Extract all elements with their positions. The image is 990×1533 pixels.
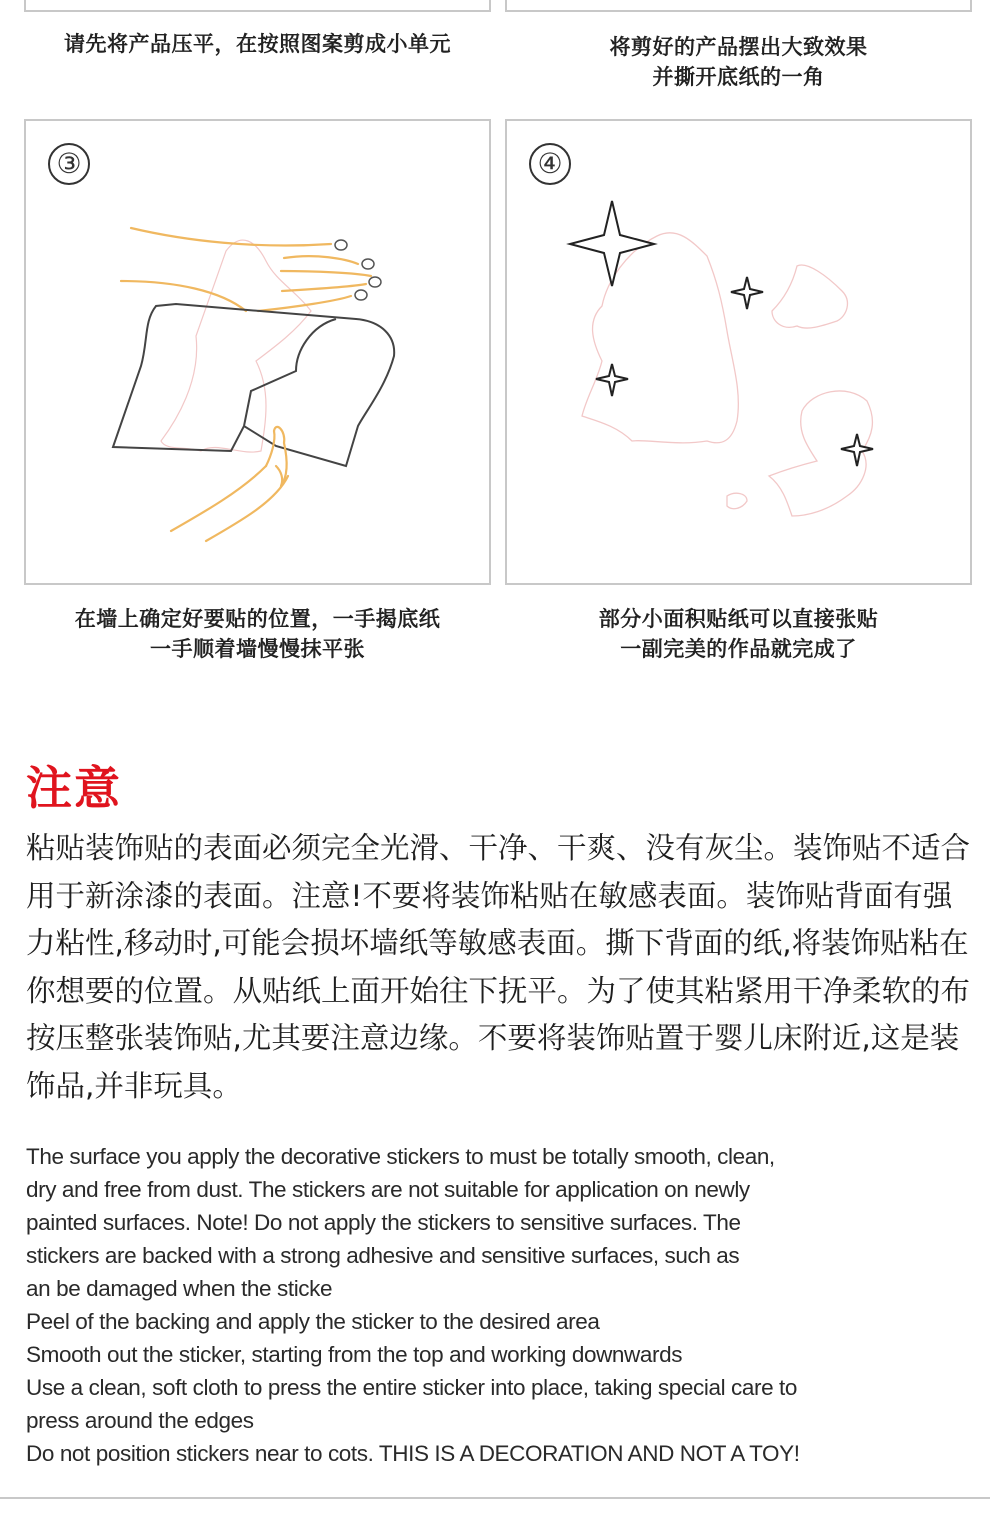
english-line: Do not position stickers near to cots. THIS IS A DECORATION AND NOT A TOY!: [26, 1441, 800, 1466]
caption-line: 在墙上确定好要贴的位置，一手揭底纸: [74, 607, 441, 631]
english-line: press around the edges: [26, 1408, 254, 1433]
english-line: painted surfaces. Note! Do not apply the stickers to sensitive surfaces. The: [26, 1210, 741, 1235]
caption-line: 将剪好的产品摆出大致效果: [609, 35, 868, 59]
english-line: Use a clean, soft cloth to press the entire sticker into place, taking special care to: [26, 1375, 798, 1400]
large-sparkle-icon: [570, 201, 654, 286]
step-1-panel: [24, 0, 491, 12]
step-3-panel: [24, 119, 491, 585]
notice-chinese-text: 粘贴装饰贴的表面必须完全光滑、干净、干爽、没有灰尘。装饰贴不适合用于新涂漆的表面。注意!不要将装饰粘贴在敏感表面。装饰贴背面有强力粘性,移动时,可能会损坏墙纸等敏感表面。撕下背面的纸,将装饰贴粘在你想要的位置。从贴纸上面开始往下抚平。为了使其粘紧用干净柔软的布按压整张装饰贴,尤其要注意边缘。不要将装饰贴置于婴儿床附近,这是装饰品,并非玩具。: [26, 831, 971, 1103]
caption-line: 一副完美的作品就完成了: [620, 637, 857, 661]
sticker-silhouettes: [582, 233, 872, 516]
notice-title: 注意: [26, 761, 122, 815]
step-4-caption: [505, 604, 972, 664]
bottom-divider: [0, 1497, 990, 1499]
small-sparkle-icon: [596, 364, 628, 396]
caption-line: 部分小面积贴纸可以直接张贴: [598, 607, 879, 631]
caption-line: 请先将产品压平，在按照图案剪成小单元: [64, 32, 451, 56]
step-number-4: ④: [529, 143, 571, 185]
english-line: an be damaged when the sticke: [26, 1276, 333, 1301]
upper-hand-icon: [121, 228, 381, 311]
backing-paper: [113, 304, 394, 466]
step-2-panel: [505, 0, 972, 12]
lower-hand-icon: [171, 427, 288, 541]
step-1-caption: [24, 29, 491, 59]
english-line: stickers are backed with a strong adhesive and sensitive surfaces, such as: [26, 1243, 740, 1268]
step-3-caption: [24, 604, 491, 664]
step-2-caption: [505, 32, 972, 92]
english-line: Smooth out the sticker, starting from the top and working downwards: [26, 1342, 683, 1367]
english-line: dry and free from dust. The stickers are not suitable for application on newly: [26, 1177, 750, 1202]
caption-line: 并撕开底纸的一角: [652, 65, 825, 89]
english-line: Peel of the backing and apply the sticker to the desired area: [26, 1309, 600, 1334]
notice-english-text: [26, 1140, 976, 1470]
english-line: The surface you apply the decorative stickers to must be totally smooth, clean,: [26, 1144, 775, 1169]
step-4-panel: [505, 119, 972, 585]
small-sparkle-icon: [731, 277, 763, 309]
caption-line: 一手顺着墙慢慢抹平张: [150, 637, 365, 661]
peeling-illustration: [26, 121, 489, 583]
step-number-3: ③: [48, 143, 90, 185]
sparkle-icons: [570, 201, 873, 466]
finished-illustration: [507, 121, 970, 583]
